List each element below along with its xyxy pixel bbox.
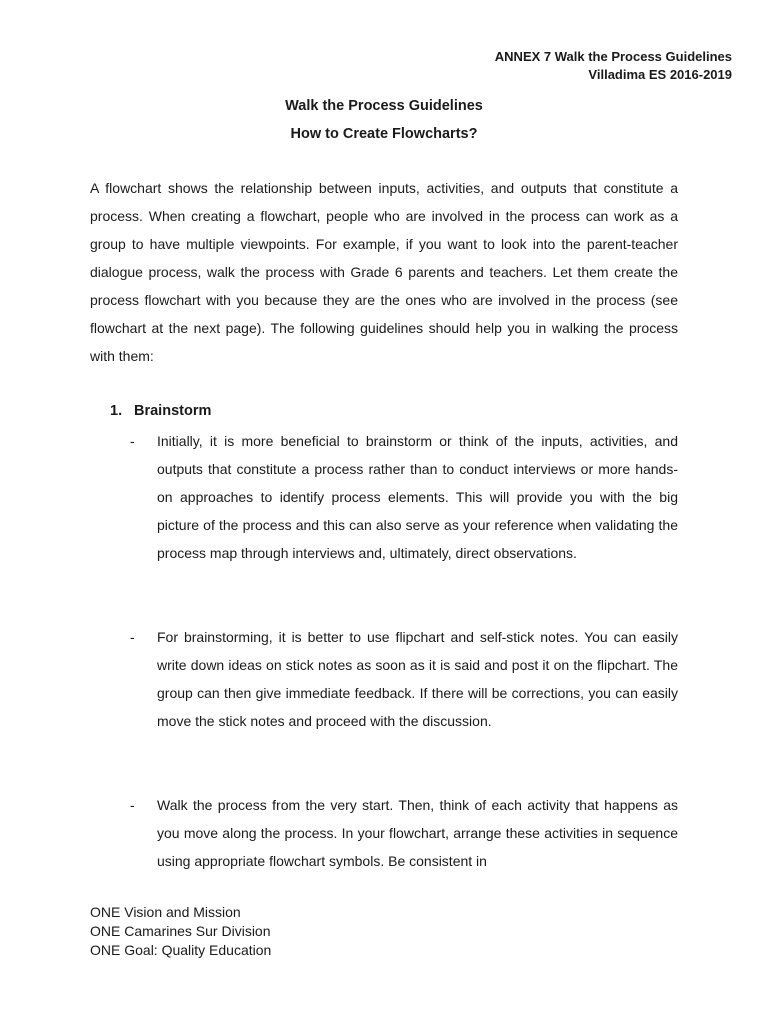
- bullet-item: [130, 791, 678, 875]
- bullet-item: [130, 427, 678, 567]
- bullet-dash: -: [130, 629, 135, 645]
- bullet-text: Walk the process from the very start. Then, think of each activity that happens as you move along the process. In your flowchart, arrange these activities in sequence using appropriate flowchart symbols. Be consistent in: [157, 797, 678, 869]
- section-title: Brainstorm: [134, 403, 212, 419]
- header-school-years: Villadima ES 2016-2019: [588, 67, 732, 82]
- footer-vision-line: ONE Vision and Mission: [90, 904, 241, 920]
- page-footer: [90, 903, 271, 960]
- document-title: Walk the Process Guidelines: [285, 98, 483, 114]
- bullet-item: [130, 623, 678, 735]
- bullet-text: For brainstorming, it is better to use flipchart and self-stick notes. You can easily write down ideas on stick notes as soon as it is said and post it on the flipchart. The group can then give immediate feedback. If there will be corrections, you can easily move the stick notes and proceed with the discussion.: [157, 629, 678, 729]
- document-subtitle: How to Create Flowcharts?: [290, 126, 478, 142]
- bullet-dash: -: [130, 797, 135, 813]
- bullet-text: Initially, it is more beneficial to brainstorm or think of the inputs, activities, and outputs that constitute a process rather than to conduct interviews or more hands-on approaches to identify process elements. This will provide you with the big picture of the process and this can also serve as your reference when validating the process map through interviews and, ultimately, direct observations.: [157, 433, 678, 561]
- section-heading: [110, 400, 211, 422]
- intro-paragraph: A flowchart shows the relationship between inputs, activities, and outputs that constitute a process. When creating a flowchart, people who are involved in the process can work as a group to have multiple viewpoints. For example, if you want to look into the parent-teacher dialogue process, walk the process with Grade 6 parents and teachers. Let them create the process flowchart with you because they are the ones who are involved in the process (see flowchart at the next page). The following guidelines should help you in walking the process with them:: [90, 180, 678, 364]
- page-header: [495, 48, 732, 84]
- bullet-dash: -: [130, 433, 135, 449]
- header-annex-title: ANNEX 7 Walk the Process Guidelines: [494, 49, 732, 64]
- section-number: 1.: [110, 403, 123, 419]
- footer-division-line: ONE Camarines Sur Division: [90, 923, 271, 939]
- document-titles: [0, 92, 768, 148]
- footer-goal-line: ONE Goal: Quality Education: [90, 942, 272, 958]
